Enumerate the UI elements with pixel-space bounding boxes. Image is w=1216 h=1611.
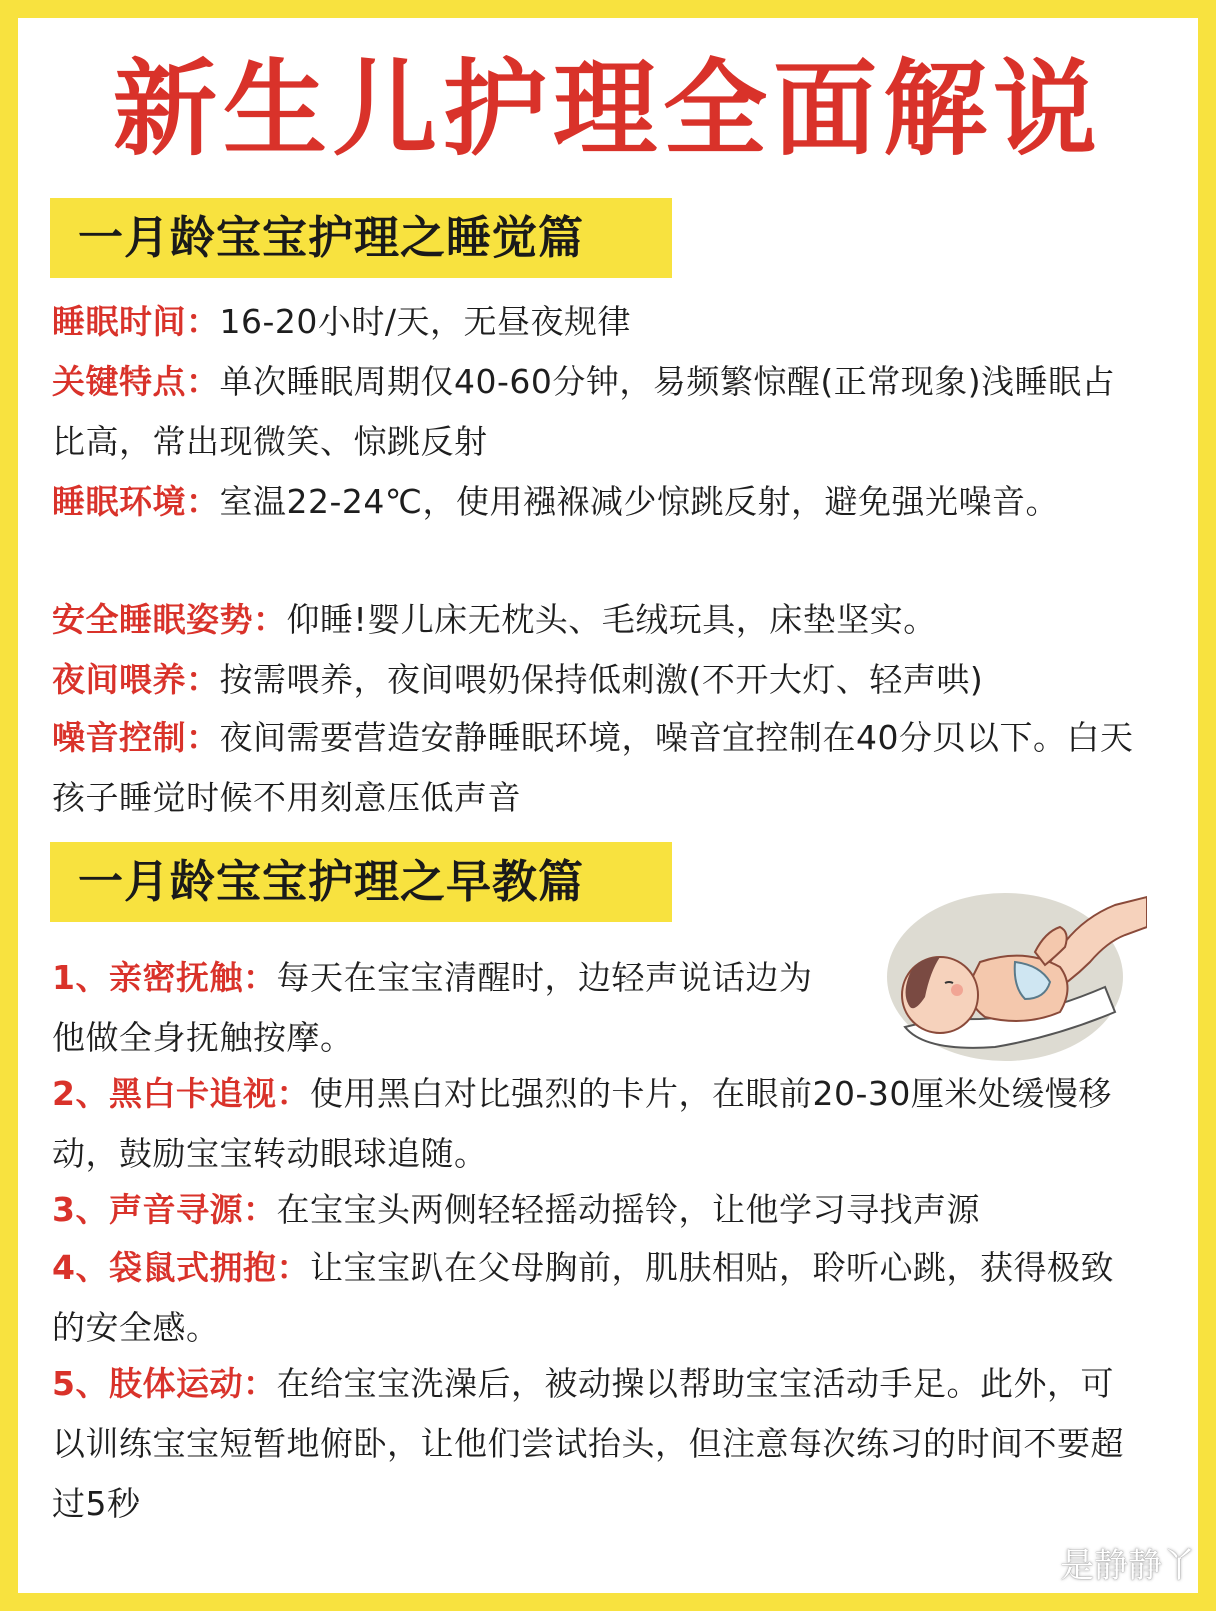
watermark: 是静静丫: [1060, 1546, 1196, 1586]
item-noise-control: [52, 708, 1142, 828]
item-intimate-touch: [52, 948, 842, 1068]
page-title: 新生儿护理全面解说: [112, 48, 1103, 170]
section-heading-sleep: [50, 198, 672, 278]
item-label: 睡眠时间：: [52, 302, 220, 341]
section-heading-sleep-text: 一月龄宝宝护理之睡觉篇: [78, 211, 585, 264]
item-night-feeding: [52, 650, 1142, 710]
item-sound-source: [52, 1180, 1152, 1240]
item-label: 5、肢体运动：: [52, 1364, 277, 1403]
baby-eye: [945, 982, 953, 983]
item-sleep-environment: [52, 472, 1142, 532]
item-text: 每天在宝宝清醒时，边轻声说话边为他做全身抚触按摩。: [52, 958, 813, 1057]
item-kangaroo-hug: [52, 1238, 1142, 1358]
item-label: 关键特点：: [52, 362, 220, 401]
item-sleep-time: [52, 292, 1142, 352]
item-black-white-card: [52, 1064, 1142, 1184]
item-key-features: [52, 352, 1142, 472]
item-text: 单次睡眠周期仅40-60分钟，易频繁惊醒(正常现象)浅睡眠占比高，常出现微笑、惊跳反射: [52, 362, 1116, 461]
item-text: 夜间需要营造安静睡眠环境，噪音宜控制在40分贝以下。白天孩子睡觉时候不用刻意压低声音: [52, 718, 1134, 817]
item-label: 噪音控制：: [52, 718, 220, 757]
baby-cheek: [951, 984, 963, 996]
item-label: 3、声音寻源：: [52, 1190, 277, 1229]
item-label: 2、黑白卡追视：: [52, 1074, 310, 1113]
item-text: 16-20小时/天，无昼夜规律: [219, 302, 632, 341]
section-heading-early-education-text: 一月龄宝宝护理之早教篇: [78, 855, 585, 908]
item-text: 在给宝宝洗澡后，被动操以帮助宝宝活动手足。此外，可以训练宝宝短暂地俯卧，让他们尝试抬头，但注意每次练习的时间不要超过5秒: [52, 1364, 1124, 1523]
item-text: 室温22-24℃，使用襁褓减少惊跳反射，避免强光噪音。: [219, 482, 1059, 521]
item-label: 4、袋鼠式拥抱：: [52, 1248, 310, 1287]
item-label: 1、亲密抚触：: [52, 958, 277, 997]
item-label: 夜间喂养：: [52, 660, 220, 699]
item-text: 按需喂养，夜间喂奶保持低刺激(不开大灯、轻声哄): [219, 660, 984, 699]
item-label: 睡眠环境：: [52, 482, 220, 521]
item-text: 在宝宝头两侧轻轻摇动摇铃，让他学习寻找声源: [276, 1190, 980, 1229]
item-text: 仰睡!婴儿床无枕头、毛绒玩具，床垫坚实。: [286, 600, 937, 639]
item-label: 安全睡眠姿势：: [52, 600, 287, 639]
section-heading-early-education: [50, 842, 672, 922]
baby-massage-illustration: [885, 887, 1147, 1067]
item-limb-exercise: [52, 1354, 1142, 1534]
item-text: 让宝宝趴在父母胸前，肌肤相贴，聆听心跳，获得极致的安全感。: [52, 1248, 1114, 1347]
item-safe-sleep-position: [52, 590, 1142, 650]
item-text: 使用黑白对比强烈的卡片，在眼前20-30厘米处缓慢移动，鼓励宝宝转动眼球追随。: [52, 1074, 1112, 1173]
